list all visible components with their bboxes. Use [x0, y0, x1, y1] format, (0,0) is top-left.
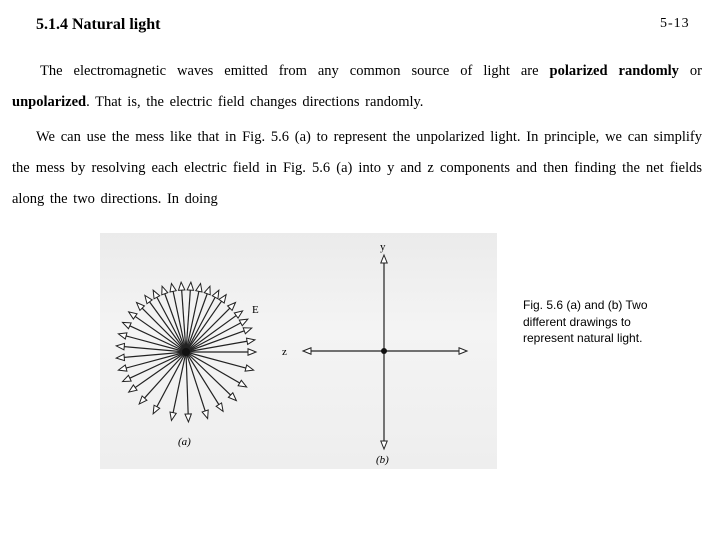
figure-b-label-z: z	[282, 346, 287, 358]
paragraph-1	[12, 56, 702, 118]
field-vector-14-head	[162, 286, 168, 295]
field-vector-23-head	[118, 365, 127, 371]
paragraph-1-bold-a: polarized randomly	[549, 63, 679, 79]
field-vector-33-head	[238, 380, 247, 387]
field-vector-5-head	[234, 311, 242, 318]
field-vector-34-head	[245, 365, 254, 371]
caption-line-1: Fig. 5.6 (a) and (b) Two	[523, 298, 648, 312]
field-vector-17-shaft	[142, 308, 186, 352]
field-vector-8-head	[212, 290, 219, 299]
field-vector-3-shaft	[186, 331, 244, 352]
paragraph-1-text-b: or	[678, 63, 702, 79]
field-vector-19-head	[123, 322, 132, 328]
field-vector-15-shaft	[157, 297, 186, 352]
figure-5-6	[100, 233, 497, 469]
field-vector-7-head	[219, 295, 226, 303]
figure-a-label-e: E	[252, 304, 259, 316]
field-vector-16-head	[145, 295, 152, 303]
field-vector-24-head	[123, 375, 132, 381]
paragraph-1-bold-b: unpolarized	[12, 94, 87, 110]
figure-b-label-y: y	[380, 241, 386, 253]
section-heading: 5.1.4 Natural light	[36, 16, 161, 33]
paragraph-1-text-c: . That is, the electric field changes directions randomly.	[86, 94, 424, 110]
field-vector-25-shaft	[135, 352, 186, 388]
field-vector-22-head	[116, 354, 124, 360]
figure-b-arrow-down-head	[381, 441, 387, 449]
field-vector-3-head	[243, 328, 252, 334]
field-vector-28-head	[170, 412, 176, 420]
field-vector-29-head	[185, 414, 191, 422]
caption-line-2: different drawings to	[523, 314, 631, 329]
field-vector-10-head	[196, 284, 202, 292]
page-number: 5-13	[660, 16, 690, 31]
field-vector-25-head	[129, 385, 137, 392]
field-vector-9-head	[204, 286, 210, 295]
figure-caption	[523, 297, 693, 347]
field-vector-28-shaft	[173, 352, 186, 413]
field-vector-1-head	[248, 349, 256, 355]
figure-a-origin-dot	[182, 348, 190, 356]
field-vector-12-head	[178, 282, 184, 290]
field-vector-2-head	[247, 338, 255, 344]
figure-drawing	[100, 233, 497, 469]
caption-line-3: represent natural light.	[523, 331, 643, 345]
figure-b-label: (b)	[376, 454, 389, 466]
field-vector-18-shaft	[135, 316, 186, 352]
field-vector-29-shaft	[186, 352, 188, 414]
figure-a-label: (a)	[178, 436, 191, 448]
field-vector-13-head	[170, 284, 176, 292]
field-vector-21-head	[116, 343, 124, 349]
figure-b-origin-dot	[381, 348, 387, 354]
field-vector-18-head	[129, 312, 137, 319]
field-vector-31-head	[216, 403, 223, 411]
figure-b-arrow-up-head	[381, 255, 387, 263]
paragraph-1-text-a: The electromagnetic waves emitted from any common source of light are	[40, 63, 550, 79]
field-vector-15-head	[153, 290, 160, 299]
figure-b-arrow-right-head	[459, 348, 467, 354]
paragraph-2: We can use the mess like that in Fig. 5.6 (a) to represent the unpolarized light. In principle, we can simplify the mess by resolving each electric field in Fig. 5.6 (a) into y and z components and then finding the net fields along the two directions. In doing	[12, 129, 702, 207]
field-vector-4-head	[239, 319, 248, 326]
field-vector-5-shaft	[186, 316, 236, 352]
field-vector-11-head	[187, 282, 193, 290]
field-vector-27-head	[153, 405, 160, 414]
field-vector-20-head	[118, 333, 127, 339]
figure-b-arrow-left-head	[303, 348, 311, 354]
field-vector-30-head	[202, 410, 208, 419]
